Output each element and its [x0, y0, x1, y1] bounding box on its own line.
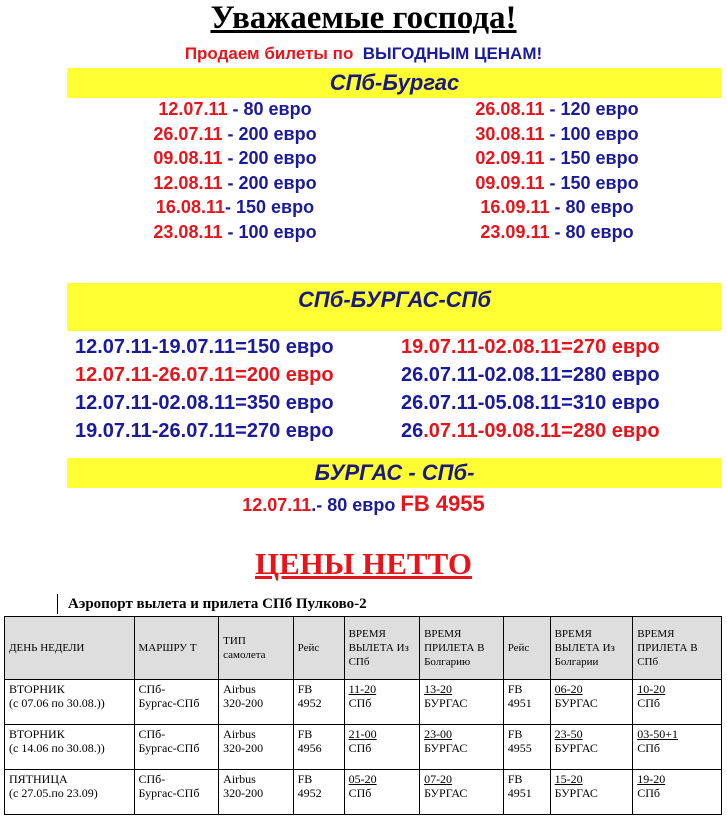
subtitle-part1: Продаем билеты по [184, 44, 354, 63]
flight-cell [293, 725, 344, 770]
column-header: ВРЕМЯ ПРИЛЕТА В Болгарию [420, 617, 504, 680]
plane-text: Airbus [223, 772, 256, 786]
list-item-part1: 26 [401, 420, 424, 442]
date-text: 23.09.11 [480, 221, 550, 242]
time-text: 03-50+1 [637, 727, 678, 741]
flight-cell [503, 680, 550, 725]
date-text: 16.08.11 [155, 197, 225, 217]
time-text: 19-20 [637, 772, 666, 786]
plane-text: 320-200 [223, 741, 264, 755]
table-row [5, 680, 722, 725]
city-text: БУРГАС [424, 696, 468, 710]
list-item [110, 173, 360, 198]
plane-text: 320-200 [223, 786, 264, 800]
list-item: 12.07.11-02.08.11=350 евро [75, 392, 334, 414]
price-text: - 200 евро [222, 172, 317, 193]
date-text: 09.09.11 [475, 172, 545, 193]
time-text: 23-50 [554, 727, 583, 741]
flight-text: 4952 [297, 696, 322, 710]
list-item [432, 222, 682, 247]
table-header-row [5, 617, 722, 680]
list-item [110, 222, 360, 247]
city-text: СПб [637, 741, 660, 755]
price-text: .- 80 евро [311, 495, 396, 515]
list-item [110, 124, 360, 149]
netto-heading: ЦЕНЫ НЕТТО [255, 546, 472, 581]
period-text: (с 14.06 по 30.08.)) [9, 741, 105, 755]
column-header: Рейс [293, 617, 344, 680]
date-text: 16.09.11 [480, 197, 550, 217]
time-cell [420, 725, 504, 770]
price-text: - 200 евро [222, 123, 317, 144]
period-text: (с 27.05.по 23.09) [9, 786, 98, 800]
flight-text: FB [507, 682, 523, 696]
date-text: 02.09.11 [475, 148, 545, 168]
day-cell [5, 725, 135, 770]
route-cell [134, 770, 219, 815]
route-text: Бургас-СПб [138, 741, 200, 755]
price-text: - 80 евро [227, 99, 312, 119]
city-text: СПб [348, 786, 372, 800]
price-text: - 200 евро [222, 148, 317, 168]
section1-right-list [432, 99, 682, 246]
city-text: БУРГАС [424, 786, 468, 800]
column-header: ДЕНЬ НЕДЕЛИ [5, 617, 135, 680]
time-text: 23-00 [424, 727, 453, 741]
list-item [432, 148, 682, 173]
section2-heading: СПб-БУРГАС-СПб [67, 283, 722, 331]
flight-text: FB [297, 772, 313, 786]
list-item [110, 148, 360, 173]
list-item: 12.07.11-19.07.11=150 евро [75, 336, 334, 358]
day-cell [5, 680, 135, 725]
time-cell [550, 680, 633, 725]
time-text: 10-20 [637, 682, 666, 696]
column-header: МАРШРУ Т [134, 617, 219, 680]
route-cell [134, 725, 219, 770]
price-text: - 100 евро [222, 221, 317, 242]
day-cell [5, 770, 135, 815]
airport-caption: Аэропорт вылета и прилета СПб Пулково-2 [68, 596, 367, 612]
city-text: БУРГАС [554, 696, 598, 710]
time-cell [344, 725, 419, 770]
date-text: 23.08.11 [153, 221, 223, 242]
period-text: (с 07.06 по 30.08.)) [9, 696, 105, 710]
flight-cell [293, 680, 344, 725]
list-item: 19.07.11-02.08.11=270 евро [401, 336, 660, 358]
price-text: - 150 евро [544, 148, 639, 168]
city-text: СПб [637, 786, 660, 800]
route-text: Бургас-СПб [138, 696, 200, 710]
flight-text: 4951 [507, 696, 532, 710]
divider [57, 594, 58, 614]
time-text: 13-20 [424, 682, 453, 696]
list-item [110, 197, 360, 222]
list-item [432, 197, 682, 222]
flight-text: FB [297, 682, 313, 696]
flight-text: FB [297, 727, 313, 741]
list-item: 19.07.11-26.07.11=270 евро [75, 420, 334, 442]
column-header: Рейс [503, 617, 550, 680]
list-item [110, 99, 360, 124]
flight-cell [503, 725, 550, 770]
plane-cell [219, 680, 293, 725]
list-item-part2: .07.11-09.08.11=280 евро [423, 420, 660, 442]
time-cell [633, 680, 722, 725]
list-item: 12.07.11-26.07.11=200 евро [75, 364, 334, 386]
day-text: ВТОРНИК [9, 682, 65, 696]
time-text: 07-20 [424, 772, 453, 786]
flight-text: 4956 [297, 741, 322, 755]
table-row [5, 770, 722, 815]
column-header: ВРЕМЯ ВЫЛЕТА Из Болгарии [550, 617, 633, 680]
subtitle-part2: ВЫГОДНЫМ ЦЕНАМ! [362, 44, 543, 63]
column-header: ВРЕМЯ ПРИЛЕТА В СПб [633, 617, 722, 680]
list-item [432, 99, 682, 124]
date-text: 30.08.11 [475, 123, 545, 144]
time-cell [550, 725, 633, 770]
time-text: 11-20 [348, 682, 377, 696]
time-text: 05-20 [348, 772, 377, 786]
date-text: 12.07.11 [158, 99, 228, 119]
list-item [401, 417, 660, 445]
date-text: 26.08.11 [475, 99, 545, 119]
plane-cell [219, 725, 293, 770]
flight-text: FB [507, 772, 523, 786]
route-text: СПб- [138, 727, 166, 741]
time-cell [344, 680, 419, 725]
flight-cell [503, 770, 550, 815]
list-item: 26.07.11-02.08.11=280 евро [401, 364, 660, 386]
date-text: 09.08.11 [153, 148, 223, 168]
price-text: - 150 евро [224, 197, 315, 217]
flight-text: 4955 [507, 741, 532, 755]
price-text: - 150 евро [544, 172, 639, 193]
subtitle [0, 44, 727, 64]
price-text: - 80 евро [549, 221, 634, 242]
route-text: СПб- [138, 772, 166, 786]
table-row [5, 725, 722, 770]
time-text: 06-20 [554, 682, 583, 696]
time-text: 15-20 [554, 772, 583, 786]
plane-text: Airbus [223, 682, 256, 696]
column-header: ТИП самолета [219, 617, 293, 680]
flight-number: FB 4955 [400, 491, 485, 516]
list-item: 26.07.11-05.08.11=310 евро [401, 392, 660, 414]
route-text: СПб- [138, 682, 166, 696]
price-text: - 80 евро [549, 197, 634, 217]
date-text: 12.08.11 [153, 172, 223, 193]
time-cell [633, 725, 722, 770]
flight-text: FB [507, 727, 523, 741]
city-text: СПб [348, 696, 372, 710]
time-cell [633, 770, 722, 815]
price-text: - 100 евро [544, 123, 639, 144]
plane-text: Airbus [223, 727, 256, 741]
plane-cell [219, 770, 293, 815]
section3-heading: БУРГАС - СПб- [67, 458, 722, 488]
city-text: СПб [637, 696, 660, 710]
section1-heading: СПб-Бургас [67, 68, 722, 98]
day-text: ПЯТНИЦА [9, 772, 68, 786]
section2-right-list [401, 333, 660, 445]
section1-left-list [110, 99, 360, 246]
time-cell [344, 770, 419, 815]
city-text: БУРГАС [554, 786, 598, 800]
time-text: 21-00 [348, 727, 377, 741]
section2-left-list [75, 333, 334, 445]
flight-text: 4951 [507, 786, 532, 800]
city-text: БУРГАС [554, 741, 598, 755]
time-cell [420, 770, 504, 815]
plane-text: 320-200 [223, 696, 264, 710]
page-title: Уважаемые господа! [210, 0, 517, 36]
route-cell [134, 680, 219, 725]
route-text: Бургас-СПб [138, 786, 200, 800]
flight-cell [293, 770, 344, 815]
day-text: ВТОРНИК [9, 727, 65, 741]
section3-line [0, 490, 727, 518]
list-item [432, 173, 682, 198]
list-item [432, 124, 682, 149]
price-text: - 120 евро [544, 99, 639, 119]
date-text: 12.07.11 [242, 495, 312, 515]
flight-text: 4952 [297, 786, 322, 800]
time-cell [550, 770, 633, 815]
date-text: 26.07.11 [153, 123, 223, 144]
column-header: ВРЕМЯ ВЫЛЕТА Из СПб [344, 617, 419, 680]
city-text: СПб [348, 741, 372, 755]
time-cell [420, 680, 504, 725]
schedule-table [4, 616, 722, 815]
city-text: БУРГАС [424, 741, 468, 755]
